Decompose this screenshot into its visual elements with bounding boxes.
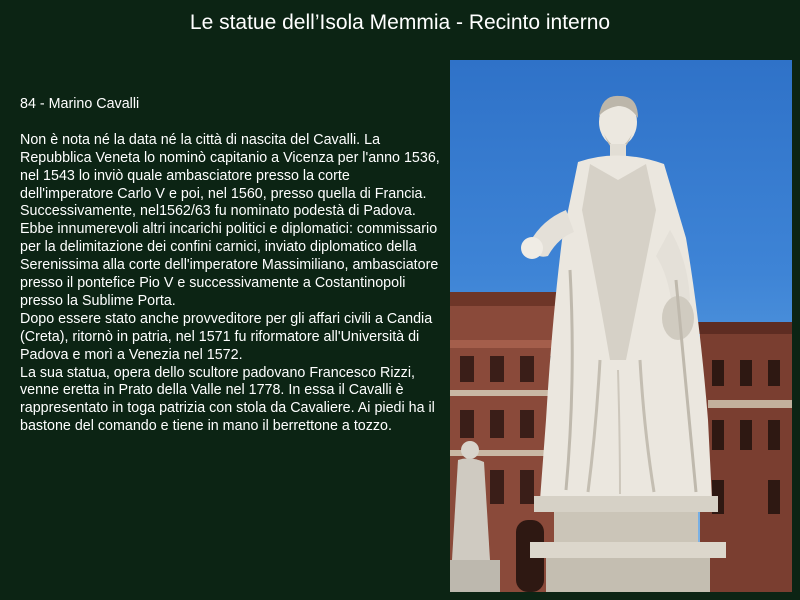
statue-pedestal <box>530 496 726 592</box>
description-text <box>20 96 440 436</box>
paragraph-later-life: Dopo essere stato anche provveditore per gli affari civili a Candia (Creta), ritornò in patria, nel 1571 fu riformatore all'Università di Padova e morì a Venezia nel 1572. <box>20 310 433 363</box>
slide-title: Le statue dell’Isola Memmia - Recinto interno <box>189 11 611 34</box>
paragraph-statue: La sua statua, opera dello scultore padovano Francesco Rizzi, venne eretta in Prato della Valle nel 1778. In essa il Cavalli è rappresentato in toga patrizia con stola da Cavaliere. Ai piedi ha il bastone del comando e tiene in mano il berrettone a tozzo. <box>20 364 435 435</box>
statue-heading: 84 - Marino Cavalli <box>20 96 140 112</box>
paragraph-birth-career: Non è nota né la data né la città di nascita del Cavalli. La Repubblica Veneta lo nominò capitanio a Vicenza per l'anno 1536, nel 1543 lo inviò quale ambasciatore presso la corte dell'imperatore Carlo V e poi, nel 1560, presso quella di Francia. Successivamente, nel1562/63 fu nominato podestà di Padova. <box>20 131 440 220</box>
paragraph-diplomacy: Ebbe innumerevoli altri incarichi politici e diplomatici: commissario per la delimitazione dei confini carnici, inviato diplomatico della Serenissima alla corte dell'imperatore Massimiliano, ambasciatore presso il pontefice Pio V e successivamente a Costantinopoli presso la Sublime Porta. <box>20 221 439 309</box>
statue-illustration <box>450 60 792 592</box>
statue-photo <box>450 60 792 592</box>
